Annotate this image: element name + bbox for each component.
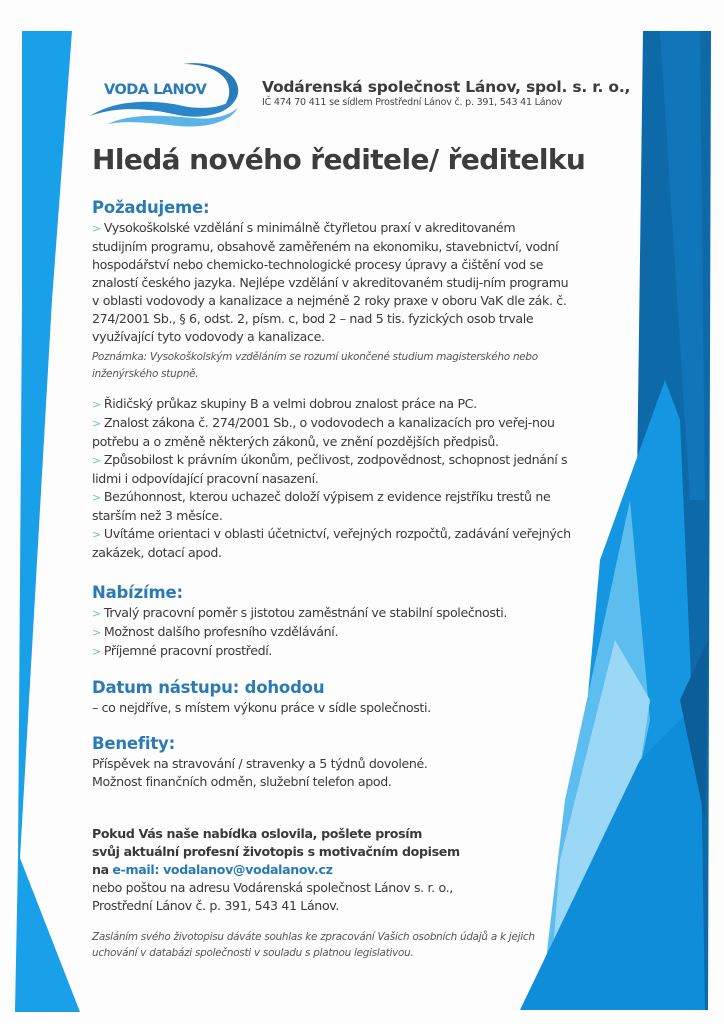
company-name: Vodárenská společnost Lánov, spol. s. r. o.,: [262, 78, 631, 96]
job-ad-body: [92, 197, 572, 961]
contact-section: [92, 825, 572, 915]
contact-line: nebo poštou na adresu Vodárenská společnost Lánov s. r. o.,: [92, 880, 453, 895]
logo-text: VODA LANOV: [104, 82, 207, 98]
chevron-right-icon: >: [92, 454, 101, 467]
requirement-text: Způsobilost k právním úkonům, pečlivost, zodpovědnost, schopnost jednání s lidmi i odpovídající pracovní nasazení.: [92, 452, 568, 486]
offer-section: [92, 582, 572, 661]
requirement-text: Uvítáme orientaci v oblasti účetnictví, veřejných rozpočtů, zadávání veřejných zakázek, dotací apod.: [92, 526, 571, 560]
requirement-item: [92, 414, 572, 451]
logo-wave-1: [90, 98, 236, 117]
offer-item: [92, 604, 572, 623]
company-address: IČ 474 70 411 se sídlem Prostřední Lánov č. p. 391, 543 41 Lánov: [262, 97, 563, 108]
offer-item: [92, 642, 572, 661]
benefits-section: [92, 733, 572, 791]
company-info: [262, 78, 630, 108]
requirement-item: [92, 451, 572, 488]
requirements-section: [92, 197, 572, 562]
page-title: Hledá nového ředitele/ ředitelku: [92, 143, 586, 176]
requirement-item: [92, 488, 572, 525]
requirement-item: [92, 219, 572, 346]
contact-email-line: [92, 861, 572, 879]
benefit-line: Možnost finančních odměn, služební telefon apod.: [92, 774, 392, 789]
chevron-right-icon: >: [92, 645, 101, 658]
chevron-right-icon: >: [92, 528, 101, 541]
start-date-heading: Datum nástupu: dohodou: [92, 678, 325, 697]
contact-line: svůj aktuální profesní životopis s motivačním dopisem: [92, 844, 460, 859]
chevron-right-icon: >: [92, 626, 101, 639]
email-link[interactable]: e-mail: vodalanov@vodalanov.cz: [112, 862, 333, 877]
offer-text: Možnost dalšího profesního vzdělávání.: [103, 624, 339, 639]
requirement-text: Znalost zákona č. 274/2001 Sb., o vodovodech a kanalizacích pro veřej-nou potřebu a o změně některých zákonů, ve znění pozdějších předpisů.: [92, 415, 555, 449]
requirement-item: [92, 395, 572, 414]
requirement-item: [92, 525, 572, 562]
chevron-right-icon: >: [92, 607, 101, 620]
chevron-right-icon: >: [92, 222, 101, 235]
requirements-note: Poznámka: Vysokoškolským vzděláním se rozumí ukončené studium magisterského nebo inženýrského stupně.: [92, 351, 538, 380]
start-date-text: – co nejdříve, s místem výkonu práce v sídle společnosti.: [92, 700, 431, 715]
requirement-text: Bezúhonnost, kterou uchazeč doloží výpisem z evidence rejstříku trestů ne starším než 3 měsíce.: [92, 489, 551, 523]
requirement-text: Vysokoškolské vzdělání s minimálně čtyřletou praxí v akreditovaném studijním programu, obsahově zaměřeném na ekonomiku, stavebnictví, vodní hospodářství nebo chemicko-technologické procesy úpravy a čištění vod se znalostí českého jazyka. Nejlépe vzdělání v akreditovaném studij-ním programu v oblasti vodovody a kanalizace a nejméně 2 roky praxe v oboru VaK dle zák. č. 274/2001 Sb., § 6, odst. 2, písm. c, bod 2 – nad 5 tis. fyzických osob trvale využívající tyto vodovody a kanalizace.: [92, 220, 569, 344]
offer-heading: Nabízíme:: [92, 583, 183, 602]
requirement-text: Řidičský průkaz skupiny B a velmi dobrou znalost práce na PC.: [103, 396, 477, 411]
contact-line: Pokud Vás naše nabídka oslovila, pošlete prosím: [92, 826, 422, 841]
benefits-heading: Benefity:: [92, 734, 175, 753]
start-date-section: [92, 677, 572, 717]
gdpr-consent-note: Zasláním svého životopisu dáváte souhlas ke zpracování Vašich osobních údajů a k jejich uchování v databázi společnosti v souladu s platnou legislativou.: [92, 931, 535, 959]
offer-text: Příjemné pracovní prostředí.: [103, 643, 273, 658]
chevron-right-icon: >: [92, 398, 101, 411]
contact-prefix: na: [92, 862, 109, 877]
voda-lanov-logo: [88, 58, 243, 128]
chevron-right-icon: >: [92, 417, 101, 430]
offer-item: [92, 623, 572, 642]
benefit-line: Příspěvek na stravování / stravenky a 5 týdnů dovolené.: [92, 756, 428, 771]
chevron-right-icon: >: [92, 491, 101, 504]
offer-text: Trvalý pracovní poměr s jistotou zaměstnání ve stabilní společnosti.: [103, 605, 508, 620]
contact-line: Prostřední Lánov č. p. 391, 543 41 Lánov.: [92, 898, 340, 913]
requirements-heading: Požadujeme:: [92, 198, 210, 217]
